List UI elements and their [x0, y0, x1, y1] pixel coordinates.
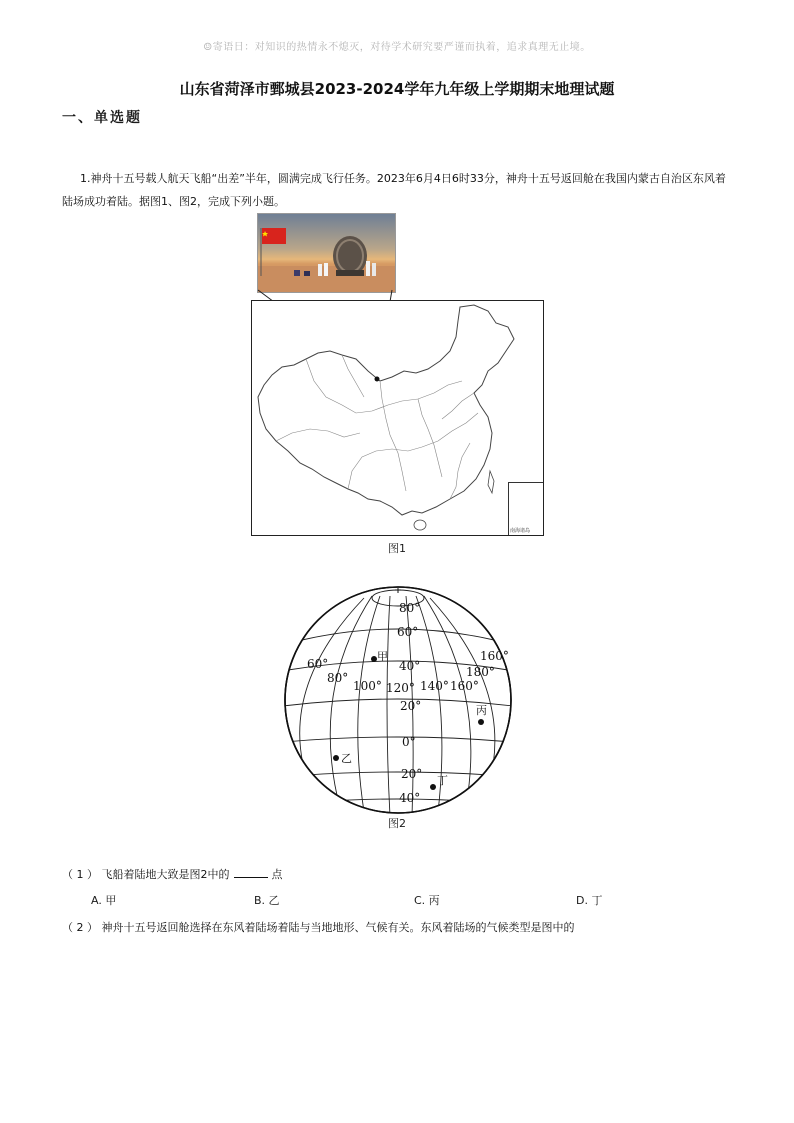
inset-label: 南海诸岛 — [510, 528, 531, 534]
label-lat-s40: 40° — [399, 791, 421, 805]
section-heading: 一、单选题 — [62, 110, 142, 126]
option-a[interactable]: A. 甲 — [91, 894, 117, 907]
landing-site-marker — [375, 377, 380, 382]
question-stem-line-1: 1.神舟十五号载人航天飞船“出差”半年，圆满完成飞行任务。2023年6月4日6时33分，神舟十五号返回舱在我国内蒙古自治区东风着 — [80, 172, 726, 185]
point-bing-label: 丙 — [476, 704, 487, 717]
label-lat-20: 20° — [400, 699, 422, 713]
point-ding-label: 丁 — [437, 774, 448, 787]
south-china-sea-inset — [508, 482, 543, 535]
label-lon-120: 120° — [386, 681, 415, 695]
label-lat-60: 60° — [397, 625, 419, 639]
sub-question-1 — [62, 866, 283, 882]
label-lon-60: 60° — [307, 657, 329, 671]
point-yi-marker — [333, 755, 339, 761]
point-bing-marker — [478, 719, 484, 725]
label-lon-80: 80° — [327, 671, 349, 685]
figure-1-caption: 图1 — [388, 542, 406, 555]
point-yi-label: 乙 — [341, 752, 352, 765]
label-lon-160-far: 160° — [480, 649, 509, 663]
label-lat-40: 40° — [399, 659, 421, 673]
label-lon-140: 140° — [420, 679, 449, 693]
sub-question-1-suffix: 点 — [271, 868, 283, 881]
sub-question-2: （ 2 ） 神舟十五号返回舱选择在东风着陆场着陆与当地地形、气候有关。东风着陆场的气候类型是图中的 — [62, 921, 575, 934]
sub-question-1-prefix: （ 1 ） 飞船着陆地大致是图2中的 — [62, 868, 230, 881]
globe-graticule — [280, 582, 516, 818]
question-stem-line-2: 陆场成功着陆。据图1、图2，完成下列小题。 — [62, 195, 285, 208]
label-lat-s20: 20° — [401, 767, 423, 781]
page-title: 山东省菏泽市鄄城县2023-2024学年九年级上学期期末地理试题 — [179, 80, 615, 98]
point-ding-marker — [430, 784, 436, 790]
answer-blank[interactable] — [234, 867, 268, 878]
label-lon-180: 180° — [466, 665, 495, 679]
china-map — [251, 300, 544, 536]
header-motto: ☺寄语日：对知识的热情永不熄灭，对待学术研究要严谨而执着，追求真理无止境。 — [203, 42, 591, 53]
label-lat-80: 80° — [399, 601, 421, 615]
label-lat-0: 0° — [402, 735, 416, 749]
label-lon-100: 100° — [353, 679, 382, 693]
option-c[interactable]: C. 丙 — [414, 894, 440, 907]
label-lon-160: 160° — [450, 679, 479, 693]
globe-figure — [280, 582, 516, 822]
china-outline — [252, 301, 543, 535]
figure-2-caption: 图2 — [388, 817, 406, 830]
option-b[interactable]: B. 乙 — [254, 894, 280, 907]
point-jia-label: 甲 — [377, 650, 388, 663]
option-d[interactable]: D. 丁 — [576, 894, 603, 907]
